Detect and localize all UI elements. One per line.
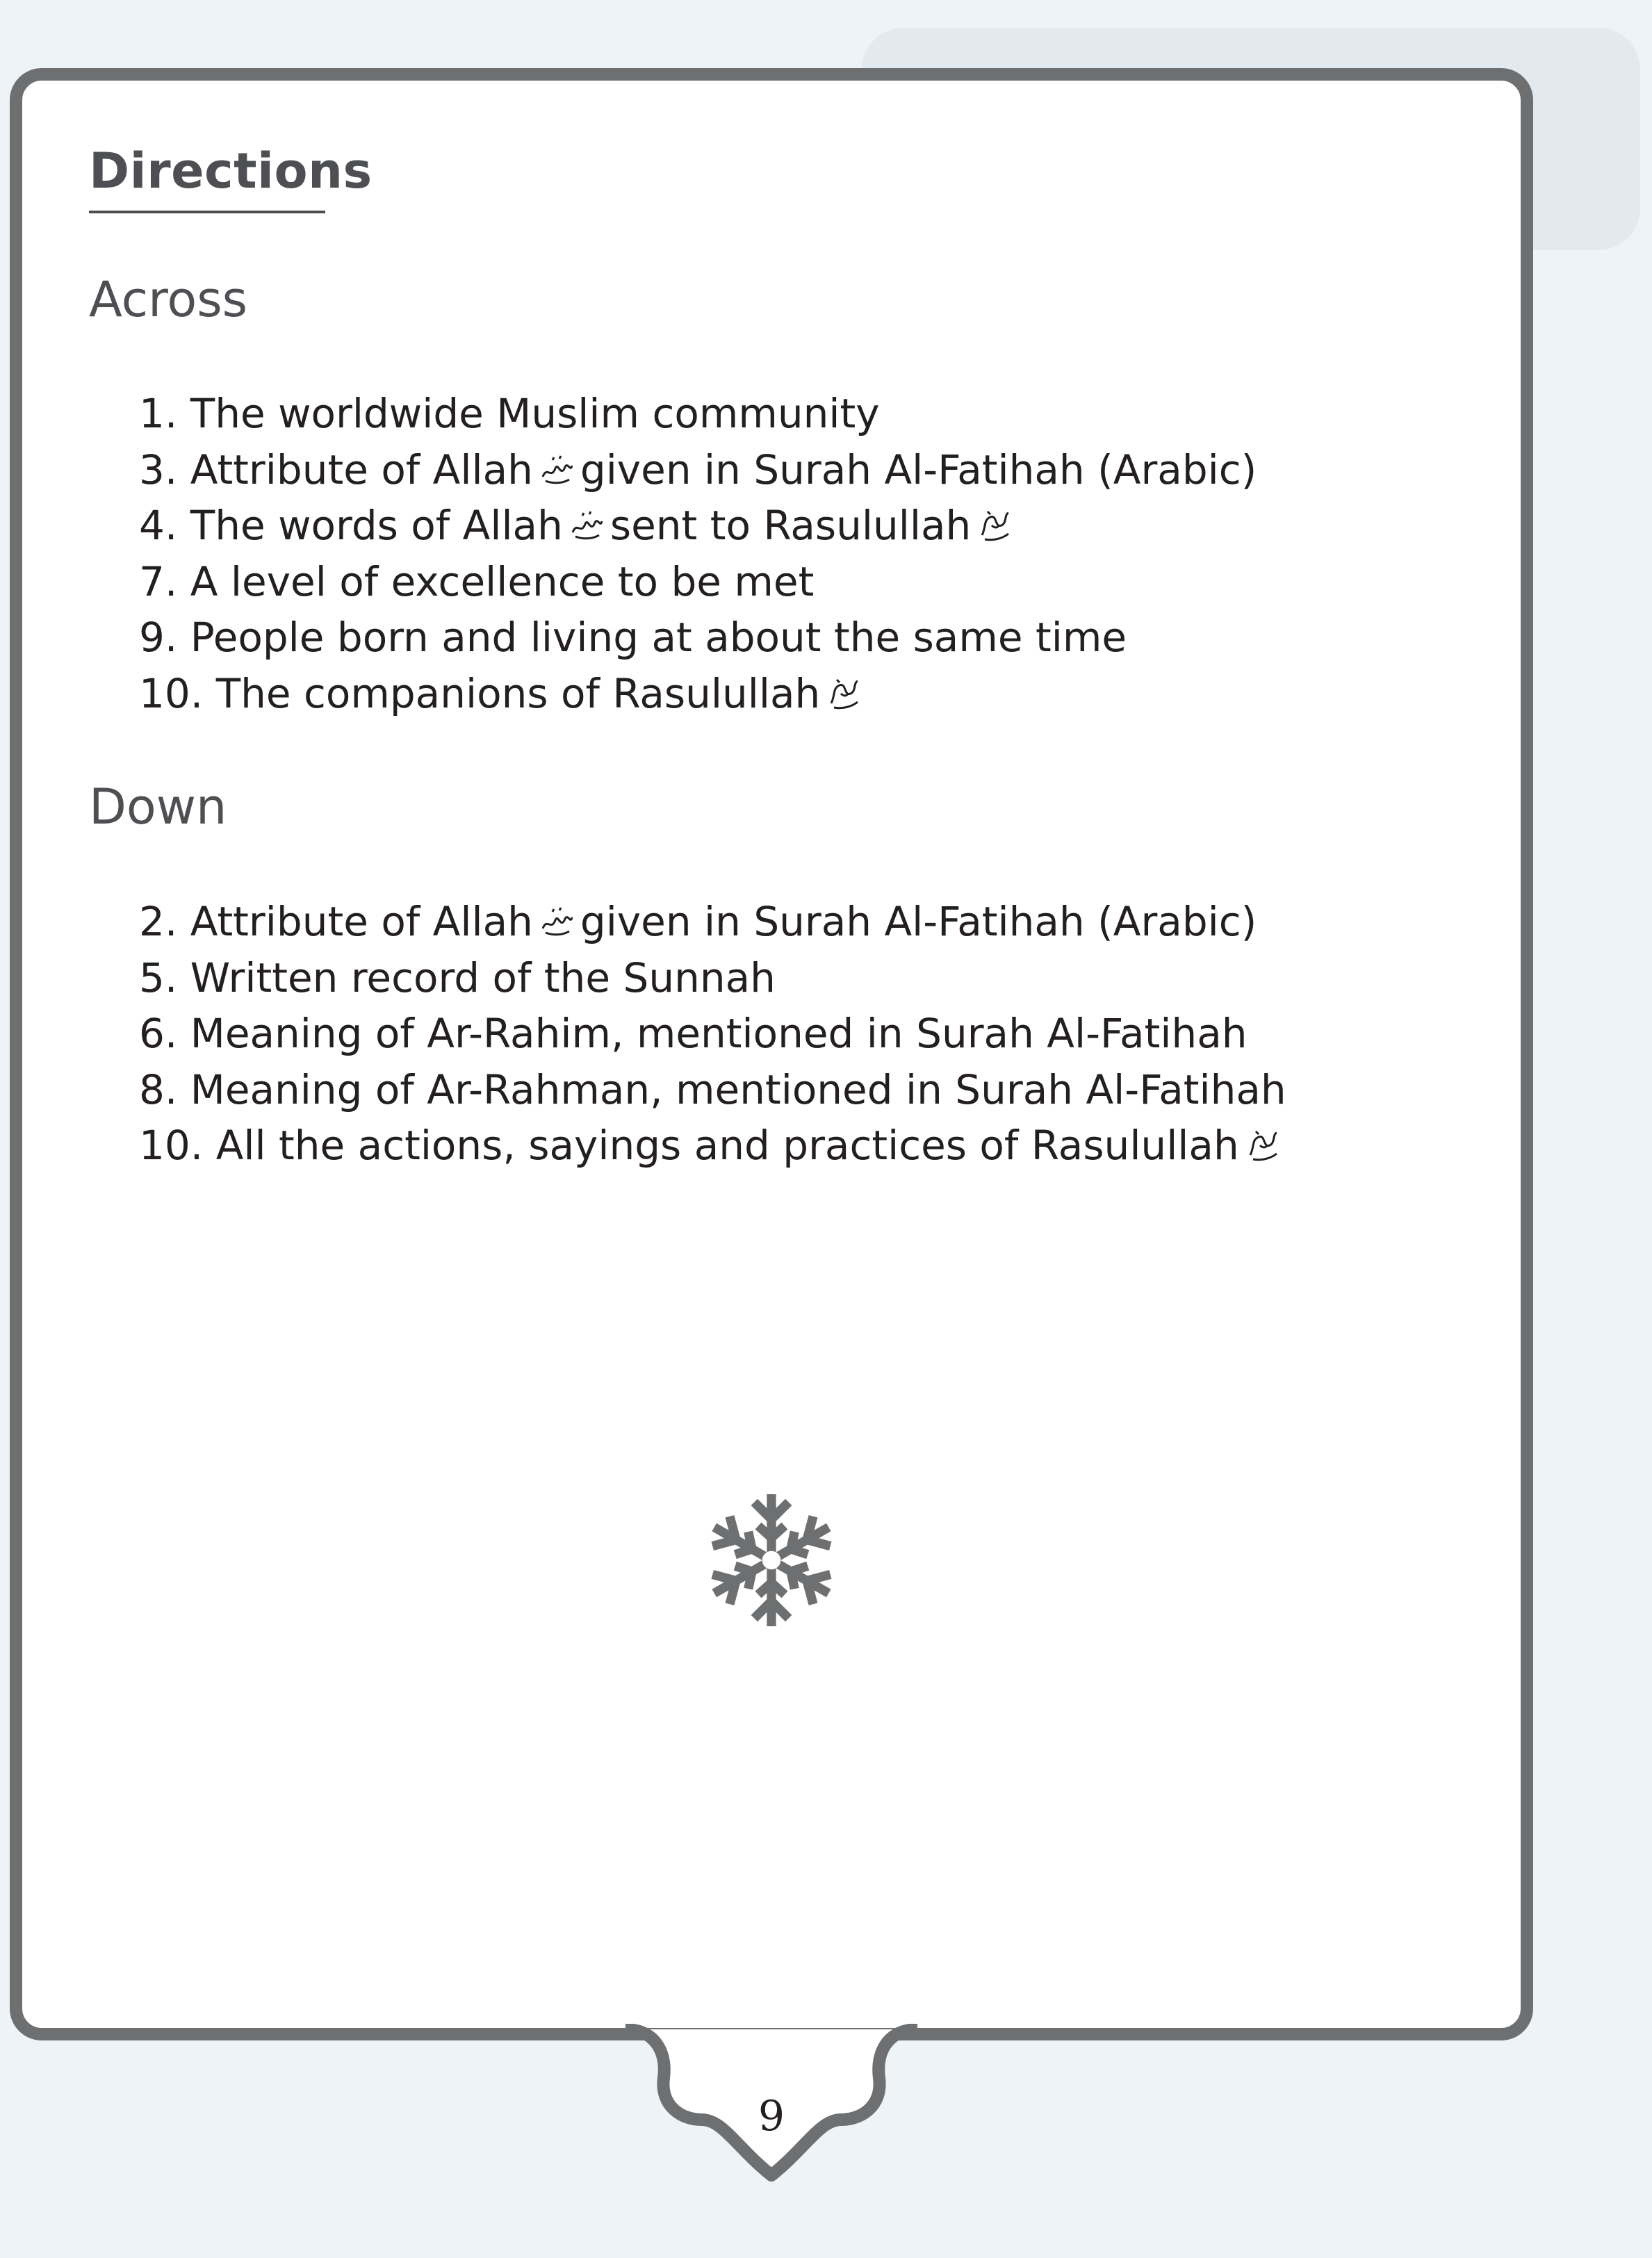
down-clue-2	[139, 894, 1286, 950]
subhanahu-wa-taala-calligraphy-icon	[539, 452, 575, 488]
clue-text: All the actions, sayings and practices of Rasulullah	[215, 1122, 1239, 1169]
across-clue-10	[139, 666, 1257, 722]
down-clue-5	[139, 950, 1286, 1006]
across-heading: Across	[89, 271, 248, 328]
clue-number: 5.	[139, 954, 178, 1001]
across-clue-3	[139, 442, 1257, 498]
subhanahu-wa-taala-calligraphy-icon	[539, 903, 575, 940]
clue-text: Attribute of Allah	[190, 898, 533, 945]
down-clue-10	[139, 1118, 1286, 1174]
page-number: 9	[758, 2092, 785, 2141]
clue-text: given in Surah Al-Fatihah (Arabic)	[580, 898, 1257, 945]
clue-text: The worldwide Muslim community	[190, 390, 880, 437]
clue-number: 8.	[139, 1065, 178, 1113]
subhanahu-wa-taala-calligraphy-icon	[569, 507, 605, 543]
snowflake-ornament-icon	[705, 1487, 837, 1633]
across-clue-9	[139, 610, 1257, 666]
clue-number: 10.	[139, 669, 204, 717]
clue-number: 1.	[139, 390, 178, 437]
clue-text: Attribute of Allah	[190, 445, 533, 493]
clue-number: 4.	[139, 502, 178, 549]
clue-number: 6.	[139, 1010, 178, 1057]
clue-text: Written record of the Sunnah	[190, 954, 776, 1001]
down-heading: Down	[89, 778, 227, 835]
clue-number: 10.	[139, 1122, 204, 1169]
down-clue-6	[139, 1006, 1286, 1062]
clue-number: 2.	[139, 898, 178, 945]
sallallahu-alayhi-wa-sallam-calligraphy-icon	[1245, 1127, 1281, 1163]
down-clue-list	[139, 894, 1286, 1174]
directions-underline	[89, 211, 325, 213]
clue-text: People born and living at about the same time	[190, 614, 1127, 661]
clue-text: Meaning of Ar-Rahim, mentioned in Surah Al-Fatihah	[190, 1010, 1248, 1057]
clue-text: A level of excellence to be met	[190, 557, 815, 605]
across-clue-list	[139, 386, 1257, 721]
clue-number: 7.	[139, 557, 178, 605]
clue-text: given in Surah Al-Fatihah (Arabic)	[580, 445, 1257, 493]
sallallahu-alayhi-wa-sallam-calligraphy-icon	[826, 676, 862, 712]
across-clue-7	[139, 554, 1257, 610]
directions-title: Directions	[89, 142, 373, 199]
down-clue-8	[139, 1062, 1286, 1118]
clue-text: Meaning of Ar-Rahman, mentioned in Surah Al-Fatihah	[190, 1065, 1286, 1113]
sallallahu-alayhi-wa-sallam-calligraphy-icon	[976, 507, 1013, 543]
clue-number: 3.	[139, 445, 178, 493]
across-clue-4	[139, 498, 1257, 554]
clue-text: The words of Allah	[190, 502, 563, 549]
clue-number: 9.	[139, 614, 178, 661]
across-clue-1	[139, 386, 1257, 442]
clue-text: sent to Rasulullah	[610, 502, 972, 549]
clue-text: The companions of Rasulullah	[215, 669, 821, 717]
